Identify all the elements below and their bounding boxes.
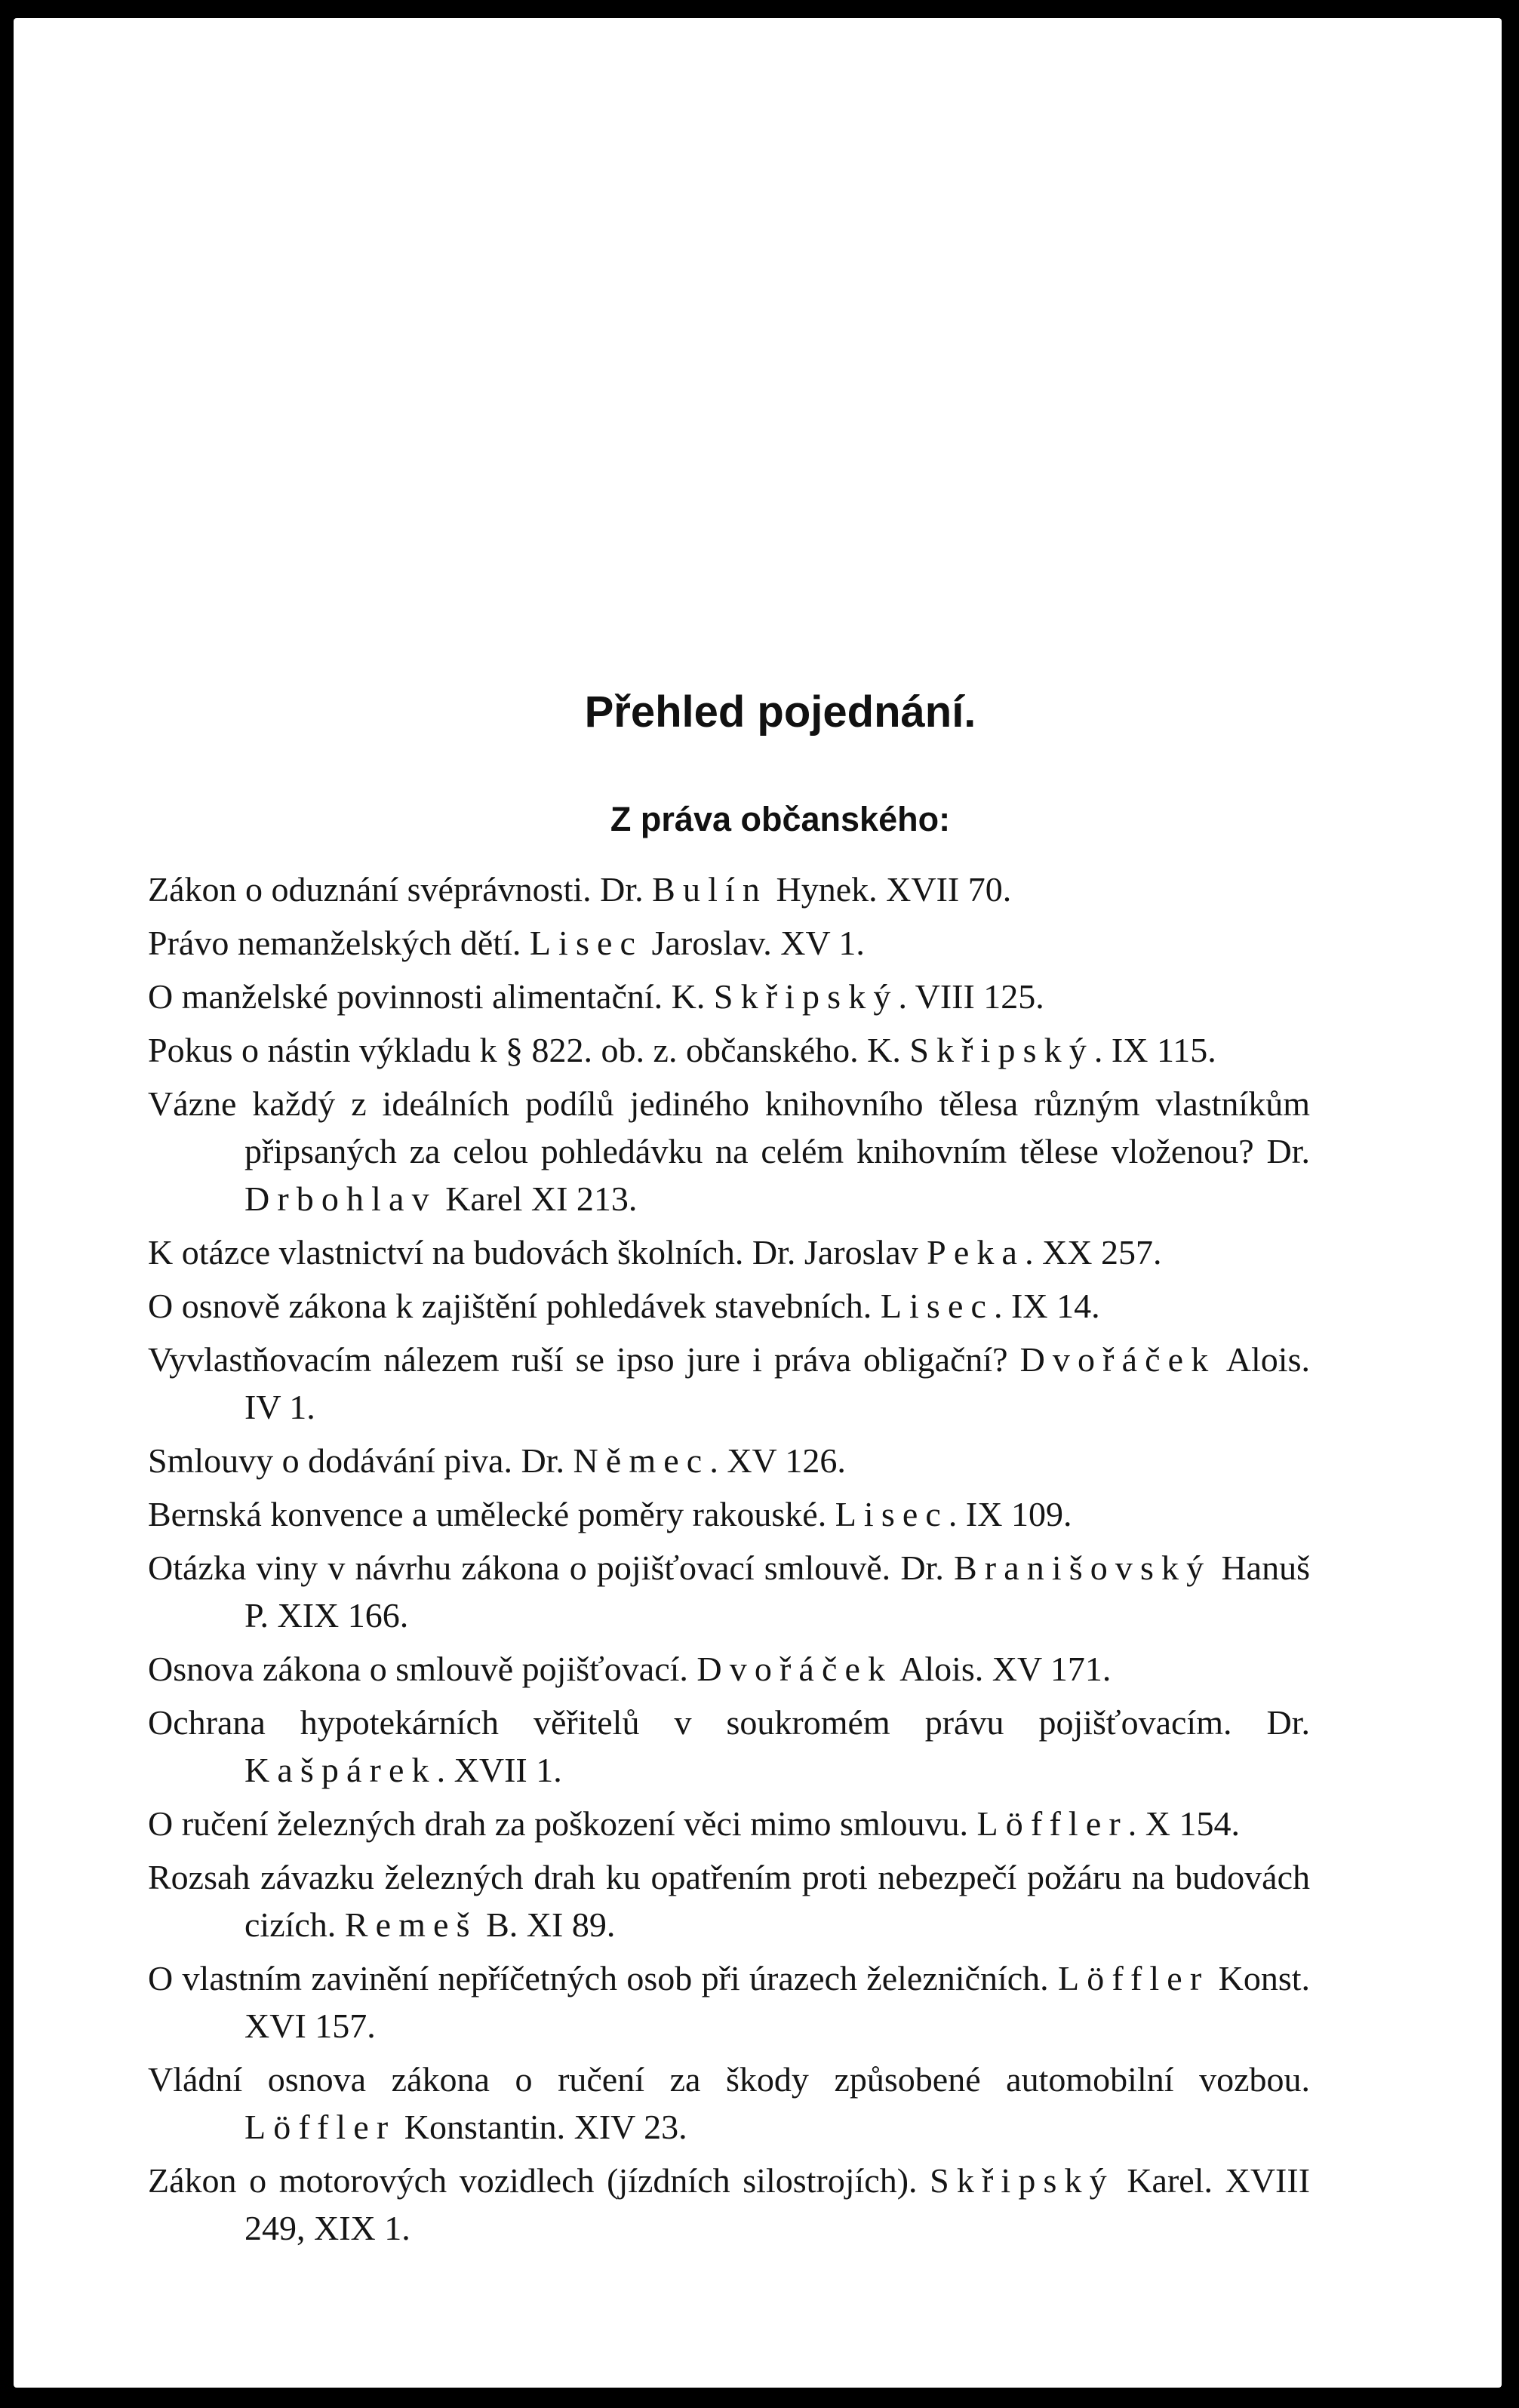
section-heading: Z práva občanského: — [610, 800, 951, 838]
author-name: Skřipský — [713, 977, 899, 1016]
author-name: Drbohlav — [244, 1179, 437, 1218]
author-name: Lisec — [880, 1287, 995, 1325]
list-item: Otázka viny v návrhu zákona o pojišťovací smlouvě. Dr. Branišovský Hanuš P. XIX 166. — [148, 1548, 1310, 1635]
list-item: Vládní osnova zákona o ručení za škody způsobené automobilní vozbou. Löffler Konstantin. XIV 23. — [148, 2060, 1310, 2146]
author-name: Dvořáček — [696, 1650, 893, 1688]
list-item: O ručení železných drah za poškození věci mimo smlouvu. Löffler. X 154. — [148, 1804, 1241, 1843]
author-name: Němec — [573, 1441, 710, 1480]
author-name: Lisec — [835, 1495, 949, 1533]
list-item: K otázce vlastnictví na budovách školních. Dr. Jaroslav Peka. XX 257. — [148, 1233, 1162, 1272]
author-name: Lisec — [529, 924, 644, 962]
author-name: Löffler — [244, 2108, 396, 2146]
author-name: Dvořáček — [1019, 1340, 1216, 1379]
list-item: Pokus o nástin výkladu k § 822. ob. z. občanského. K. Skřipský. IX 115. — [148, 1031, 1216, 1069]
list-item: O vlastním zavinění nepříčetných osob při úrazech železničních. Löffler Konst. XVI 157. — [148, 1959, 1310, 2045]
list-item: Osnova zákona o smlouvě pojišťovací. Dvořáček Alois. XV 171. — [148, 1650, 1112, 1688]
list-item: Právo nemanželských dětí. Lisec Jaroslav. XV 1. — [148, 924, 865, 962]
list-item: Rozsah závazku železných drah ku opatřením proti nebezpečí požáru na budovách cizích. Remeš B. XI 89. — [148, 1858, 1310, 1944]
author-name: Kašpárek — [244, 1751, 437, 1789]
author-name: Löffler — [976, 1804, 1128, 1843]
page-title: Přehled pojednání. — [584, 687, 976, 737]
list-item: O manželské povinnosti alimentační. K. Skřipský. VIII 125. — [148, 977, 1044, 1016]
author-name: Peka — [927, 1233, 1025, 1272]
author-name: Skřipský — [930, 2161, 1115, 2200]
list-item: Vázne každý z ideálních podílů jediného knihovního tělesa různým vlastníkům připsaných za celou pohledávku na celém knihovním tělese vloženou? Dr. Drbohlav Karel XI 213. — [148, 1084, 1310, 1218]
author-name: Skřipský — [909, 1031, 1094, 1069]
list-item: Bernská konvence a umělecké poměry rakouské. Lisec. IX 109. — [148, 1495, 1072, 1533]
author-name: Remeš — [344, 1905, 478, 1944]
author-name: Bulín — [652, 870, 767, 909]
author-name: Löffler — [1058, 1959, 1210, 1997]
list-item: Ochrana hypotekárních věřitelů v soukromém právu pojišťovacím. Dr. Kašpárek. XVII 1. — [148, 1703, 1310, 1789]
list-item: Vyvlastňovacím nálezem ruší se ipso jure i práva obligační? Dvořáček Alois. IV 1. — [148, 1340, 1310, 1426]
list-item: Zákon o motorových vozidlech (jízdních silostrojích). Skřipský Karel. XVIII 249, XIX 1. — [148, 2161, 1311, 2247]
article-list — [148, 866, 1310, 2258]
list-item: Zákon o oduznání svéprávnosti. Dr. Bulín Hynek. XVII 70. — [148, 870, 1012, 909]
author-name: Branišovský — [953, 1548, 1212, 1587]
list-item: Smlouvy o dodávání piva. Dr. Němec. XV 126. — [148, 1441, 846, 1480]
document-page — [14, 18, 1502, 2388]
list-item: O osnově zákona k zajištění pohledávek stavebních. Lisec. IX 14. — [148, 1287, 1100, 1325]
